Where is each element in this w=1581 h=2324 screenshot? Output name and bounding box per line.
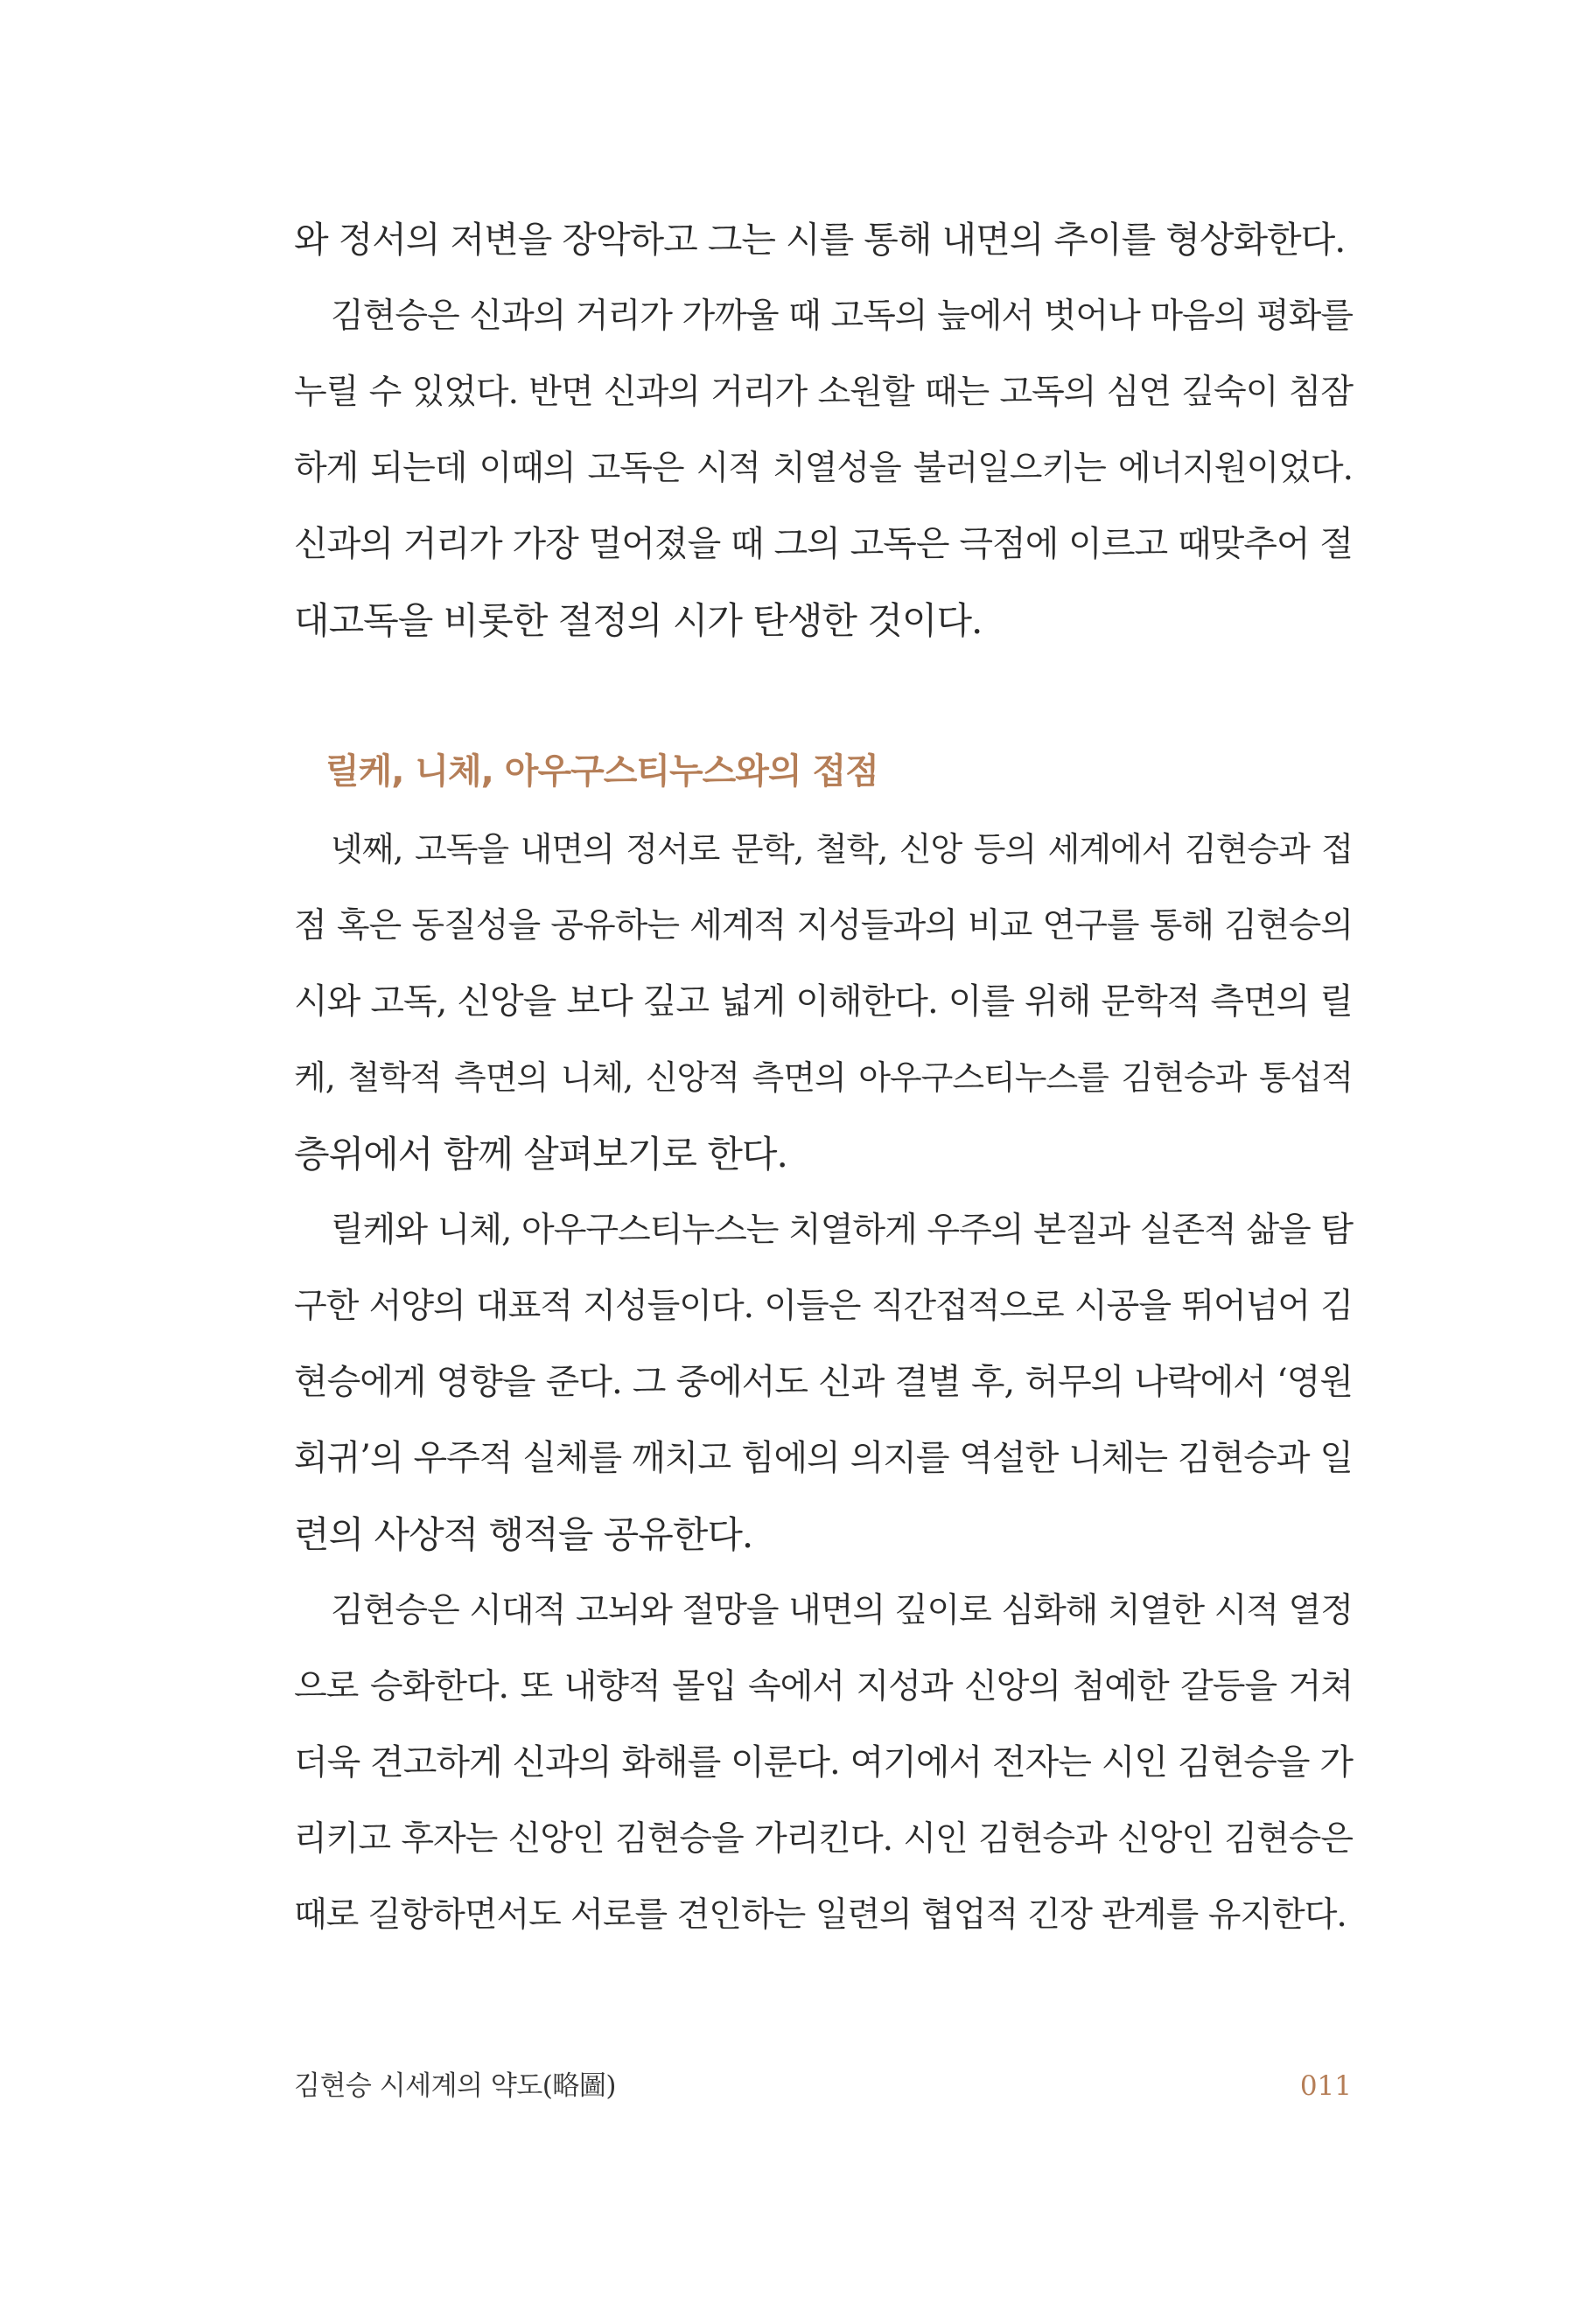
body-p2-line-3: 현승에게 영향을 준다. 그 중에서도 신과 결별 후, 허무의 나락에서 ‘영원	[294, 1362, 1353, 1402]
intro-p2-line-2: 누릴 수 있었다. 반면 신과의 거리가 소원할 때는 고독의 심연 깊숙이 침잠	[294, 373, 1353, 412]
body-p1-line-4: 케, 철학적 측면의 니체, 신앙적 측면의 아우구스티누스를 김현승과 통섭적	[294, 1058, 1353, 1097]
intro-p2-line-1: 김현승은 신과의 거리가 가까울 때 고독의 늪에서 벗어나 마음의 평화를	[331, 297, 1353, 336]
body-p1-line-5: 층위에서 함께 살펴보기로 한다.	[294, 1133, 787, 1176]
body-p2-line-1: 릴케와 니체, 아우구스티누스는 치열하게 우주의 본질과 실존적 삶을 탐	[331, 1211, 1353, 1250]
section-heading: 릴케, 니체, 아우구스티누스와의 접점	[325, 751, 878, 792]
body-p2-line-2: 구한 서양의 대표적 지성들이다. 이들은 직간접적으로 시공을 뛰어넘어 김	[294, 1287, 1353, 1326]
body-p3-line-5: 때로 길항하면서도 서로를 견인하는 일련의 협업적 긴장 관계를 유지한다.	[294, 1895, 1347, 1935]
body-p1-line-1: 넷째, 고독을 내면의 정서로 문학, 철학, 신앙 등의 세계에서 김현승과 접	[331, 830, 1353, 869]
body-p1-line-3: 시와 고독, 신앙을 보다 깊고 넓게 이해한다. 이를 위해 문학적 측면의 릴	[294, 981, 1353, 1022]
intro-text-block	[294, 202, 1353, 659]
body-p1-line-2: 점 혹은 동질성을 공유하는 세계적 지성들과의 비교 연구를 통해 김현승의	[294, 906, 1353, 946]
intro-p1-line-1: 와 정서의 저변을 장악하고 그는 시를 통해 내면의 추이를 형상화한다.	[294, 219, 1346, 261]
body-p2-line-4: 회귀’의 우주적 실체를 깨치고 힘에의 의지를 역설한 니체는 김현승과 일	[294, 1438, 1353, 1478]
intro-p2-line-5: 대고독을 비롯한 절정의 시가 탄생한 것이다.	[294, 599, 983, 642]
footer-page-number: 011	[1299, 2070, 1352, 2102]
body-text-block	[294, 812, 1353, 1953]
intro-p2-line-4: 신과의 거리가 가장 멀어졌을 때 그의 고독은 극점에 이르고 때맞추어 절	[294, 524, 1353, 564]
body-p3-line-2: 으로 승화한다. 또 내향적 몰입 속에서 지성과 신앙의 첨예한 갈등을 거쳐	[294, 1667, 1353, 1706]
body-p3-line-3: 더욱 견고하게 신과의 화해를 이룬다. 여기에서 전자는 시인 김현승을 가	[294, 1742, 1353, 1783]
body-p2-line-5: 련의 사상적 행적을 공유한다.	[294, 1513, 753, 1556]
intro-p2-line-3: 하게 되는데 이때의 고독은 시적 치열성을 불러일으키는 에너지원이었다.	[294, 449, 1353, 488]
body-p3-line-1: 김현승은 시대적 고뇌와 절망을 내면의 깊이로 심화해 치열한 시적 열정	[331, 1591, 1353, 1630]
body-p3-line-4: 리키고 후자는 신앙인 김현승을 가리킨다. 시인 김현승과 신앙인 김현승은	[294, 1819, 1353, 1859]
footer-book-title: 김현승 시세계의 약도(略圖)	[294, 2070, 616, 2102]
